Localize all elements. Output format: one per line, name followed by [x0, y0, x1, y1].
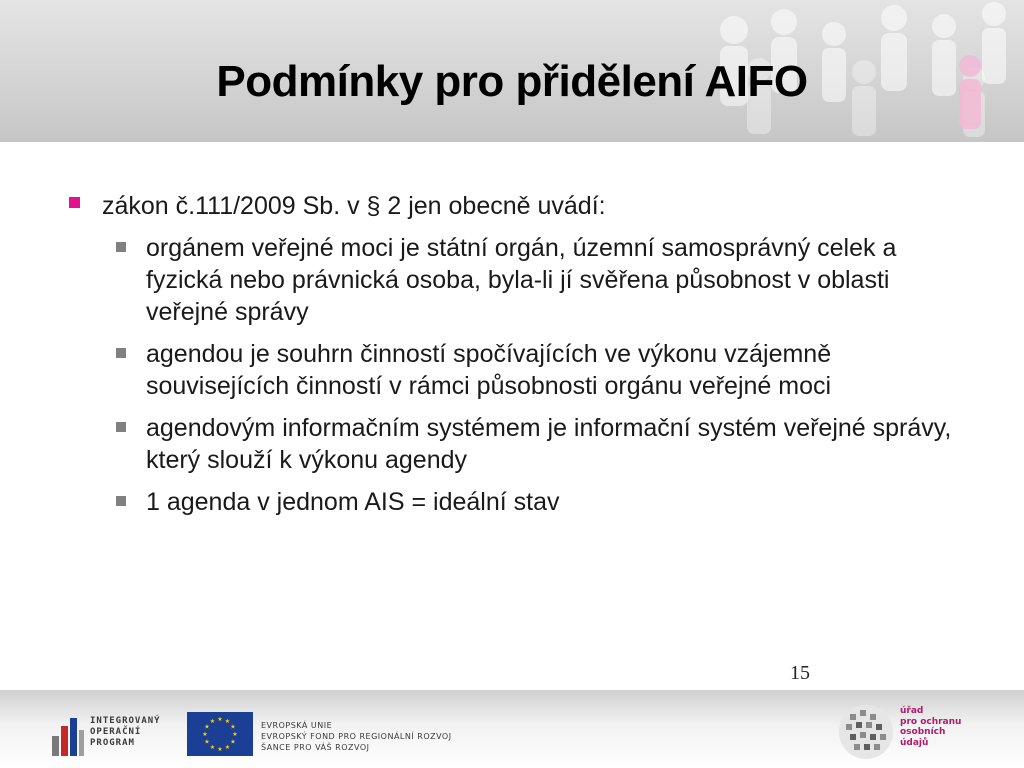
svg-text:★: ★	[217, 746, 223, 753]
slide-title: Podmínky pro přidělení AIFO	[216, 57, 808, 106]
svg-text:★: ★	[209, 744, 216, 751]
svg-text:★: ★	[204, 723, 210, 731]
uoou-line: pro ochranu	[900, 716, 962, 727]
svg-text:★: ★	[232, 731, 238, 738]
uoou-line: osobních	[900, 727, 946, 737]
svg-text:★: ★	[224, 718, 231, 725]
header-band	[0, 0, 1024, 142]
gray-square-bullet-icon	[116, 496, 126, 506]
bullet-level2	[112, 412, 966, 476]
iop-line: INTEGROVANÝ	[90, 716, 161, 726]
bullet-text: zákon č.111/2009 Sb. v § 2 jen obecně uvádí:	[102, 192, 606, 220]
eu-line: ŠANCE PRO VÁŠ ROZVOJ	[261, 743, 370, 752]
gray-square-bullet-icon	[116, 422, 126, 432]
eu-logo-text	[261, 720, 452, 753]
svg-text:★: ★	[224, 744, 231, 751]
uoou-logo-text	[900, 706, 961, 748]
eu-line: EVROPSKÁ UNIE	[261, 721, 333, 730]
sub-bullet-text: 1 agenda v jednom AIS = ideální stav	[146, 488, 560, 516]
svg-text:★: ★	[202, 731, 208, 738]
sub-bullet-list	[112, 232, 966, 518]
pink-square-bullet-icon	[69, 197, 80, 208]
svg-text:★: ★	[230, 723, 236, 731]
gray-square-bullet-icon	[116, 242, 126, 252]
svg-text:★: ★	[204, 738, 210, 746]
bullet-level2	[112, 486, 966, 518]
iop-logo-text	[90, 716, 161, 749]
iop-line: OPERAČNÍ	[90, 727, 142, 737]
svg-text:★: ★	[230, 738, 236, 746]
iop-line: PROGRAM	[90, 738, 135, 748]
slide-content	[66, 188, 966, 528]
svg-text:★: ★	[217, 716, 223, 723]
gray-square-bullet-icon	[116, 348, 126, 358]
uoou-line: údajů	[900, 737, 929, 748]
sub-bullet-text: agendovým informačním systémem je informační systém veřejné správy, který slouží k výkonu agendy	[146, 414, 952, 474]
uoou-line: úřad	[900, 706, 924, 716]
bullet-level1	[66, 188, 966, 224]
bullet-level2	[112, 232, 966, 328]
eu-line: EVROPSKÝ FOND PRO REGIONÁLNÍ ROZVOJ	[261, 732, 452, 741]
bullet-level2	[112, 338, 966, 402]
eu-flag-icon	[187, 712, 253, 756]
uoou-logo-icon	[838, 704, 894, 760]
sub-bullet-text: orgánem veřejné moci je státní orgán, územní samosprávný celek a fyzická nebo právnická osoba, byla-li jí svěřena působnost v oblasti veřejné správy	[146, 234, 897, 326]
svg-text:★: ★	[209, 718, 216, 725]
page-number: 15	[790, 662, 810, 684]
sub-bullet-text: agendou je souhrn činností spočívajících ve výkonu vzájemně souvisejících činností v rámci působnosti orgánu veřejné moci	[146, 340, 832, 400]
